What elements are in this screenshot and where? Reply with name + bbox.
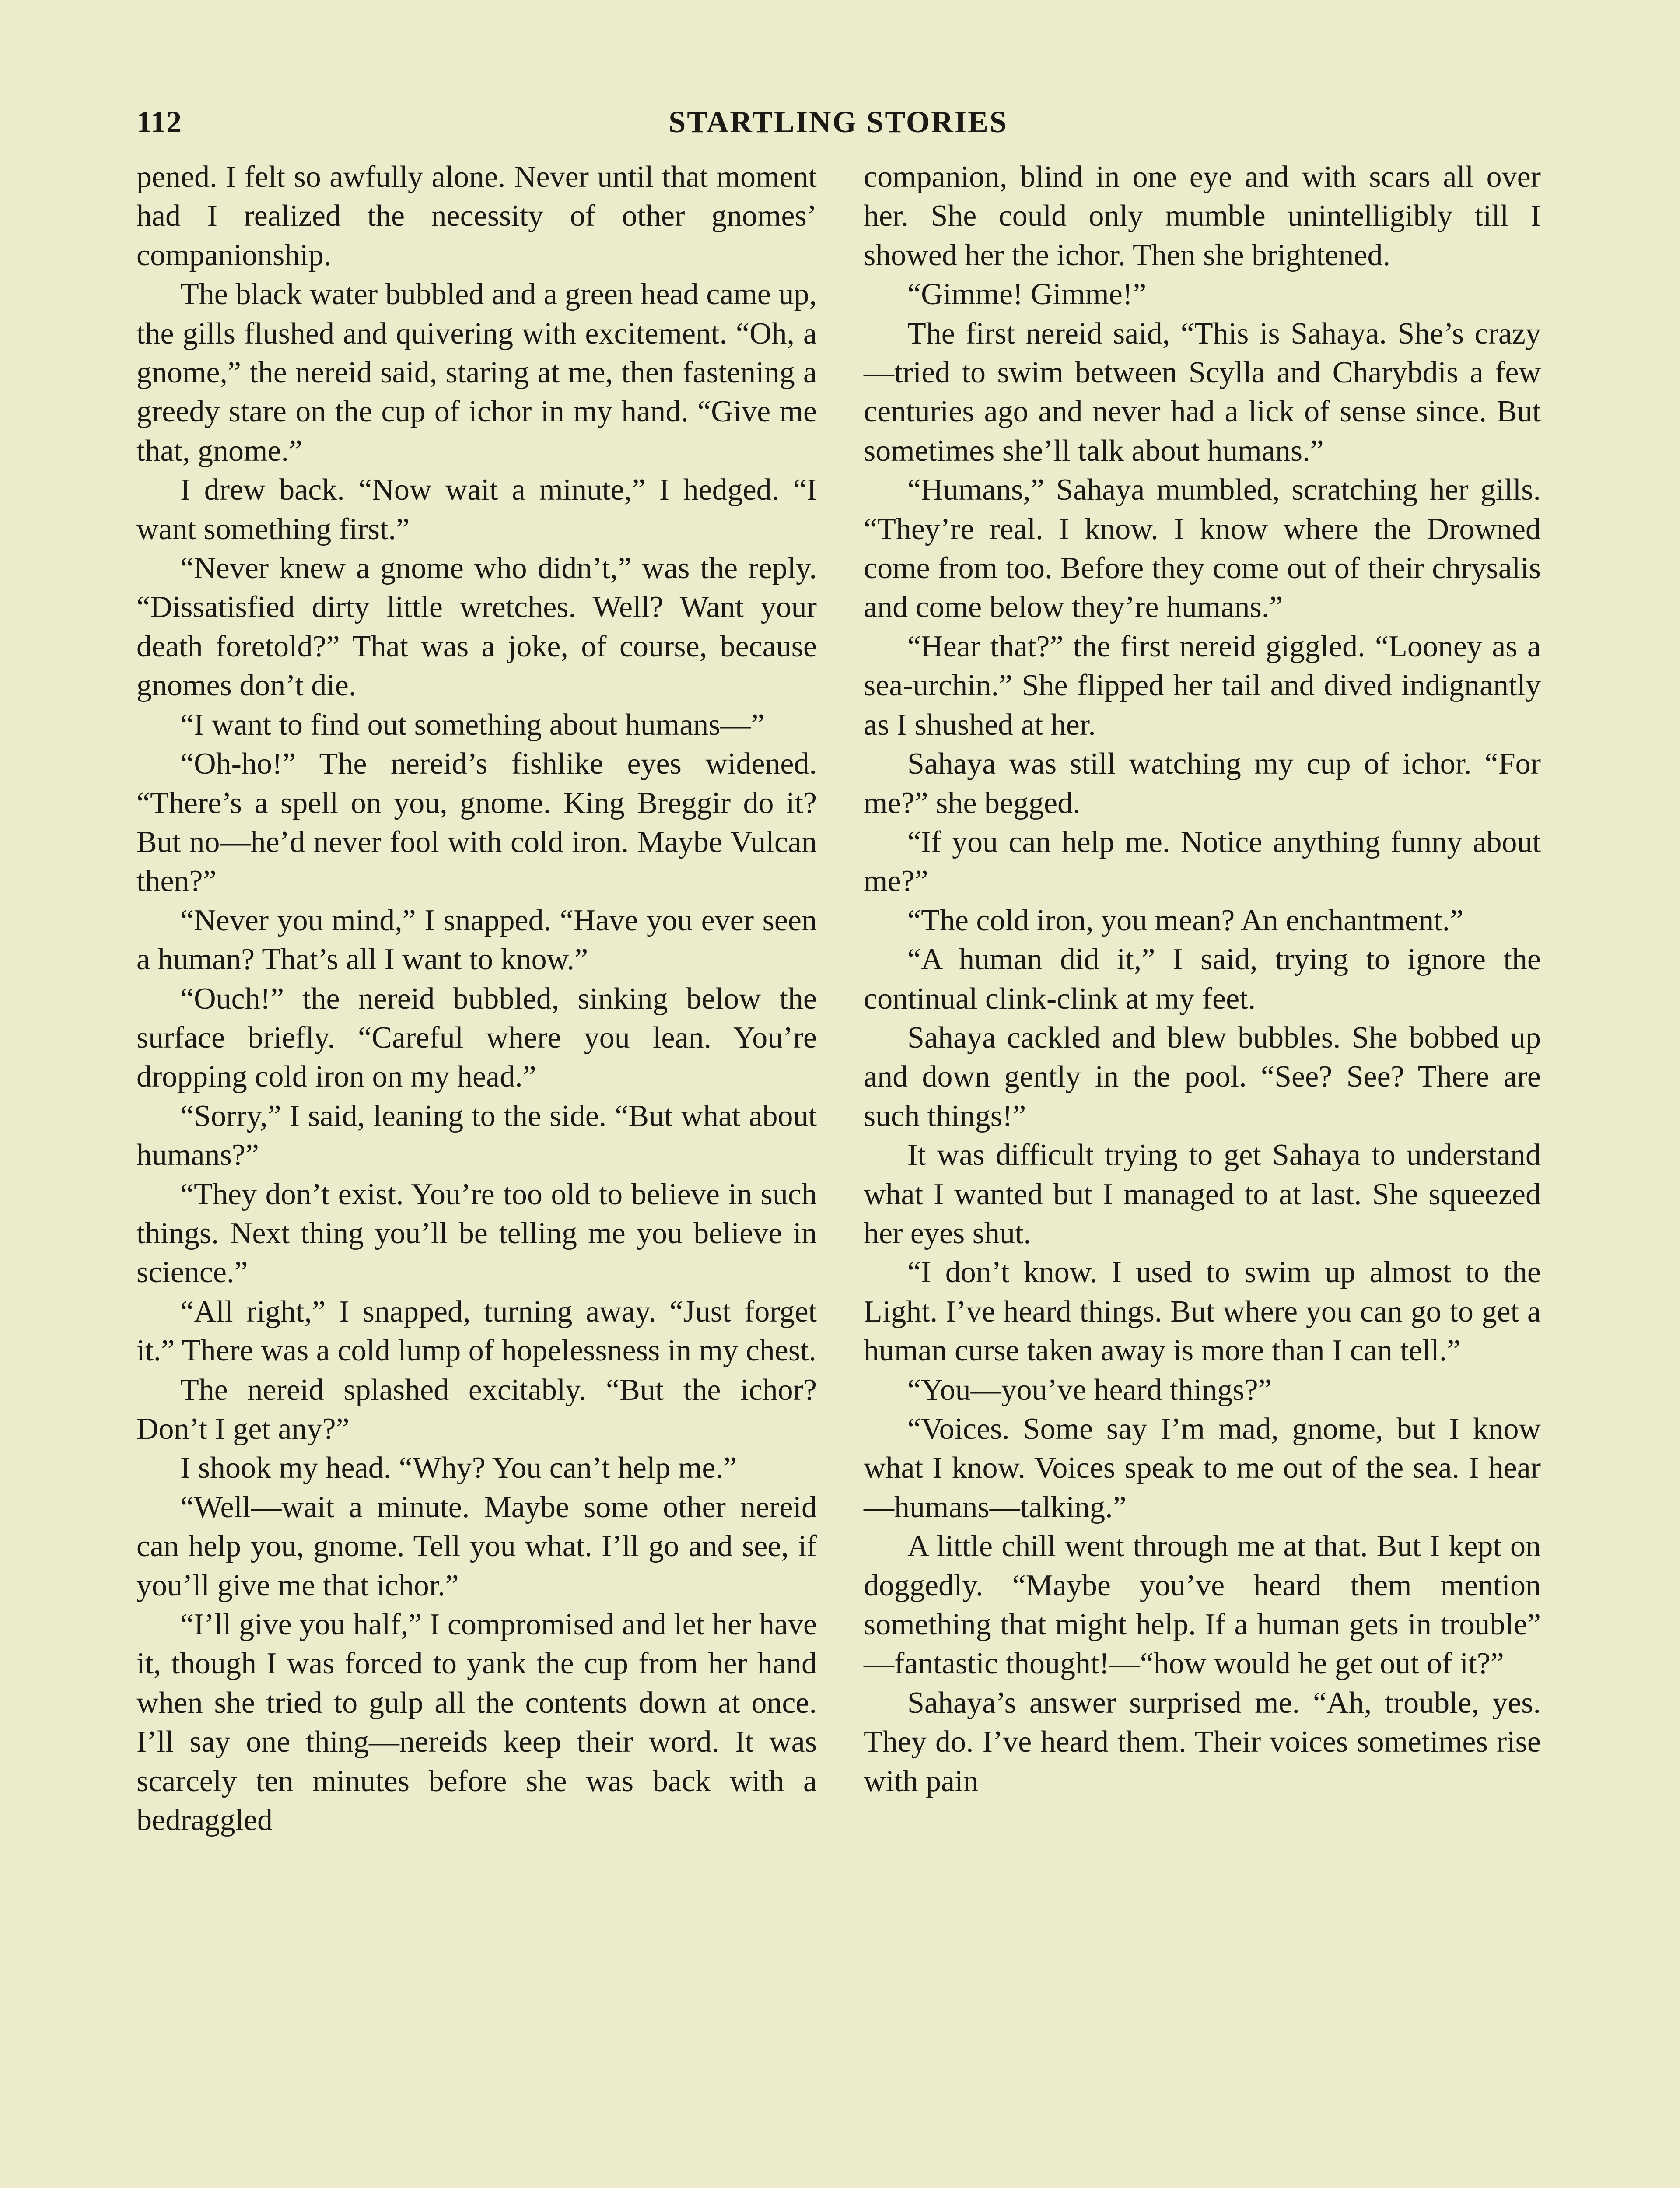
paragraph: I drew back. “Now wait a minute,” I hedged. “I want something first.” — [136, 473, 817, 546]
paragraph: I shook my head. “Why? You can’t help me.” — [180, 1451, 737, 1485]
paragraph: The first nereid said, “This is Sahaya. She’s crazy—tried to swim between Scylla and Charybdis a few centuries ago and never had a lick of sense since. But sometimes she’ll talk about humans.” — [864, 316, 1541, 468]
paragraph: “Never knew a gnome who didn’t,” was the reply. “Dissatisfied dirty little wretches. Well? Want your death foretold?” That was a joke, of course, because gnomes don’t die. — [136, 551, 817, 703]
paragraph: “A human did it,” I said, trying to ignore the continual clink-clink at my feet. — [864, 943, 1541, 1016]
paragraph: “Gimme! Gimme!” — [907, 277, 1147, 312]
paragraph: The nereid splashed excitably. “But the ichor? Don’t I get any?” — [136, 1373, 817, 1446]
paragraph: pened. I felt so awfully alone. Never until that moment had I realized the necessity of other gnomes’ companionship. — [136, 160, 817, 272]
paragraph: Sahaya was still watching my cup of ichor. “For me?” she begged. — [864, 747, 1541, 820]
right-column — [864, 158, 1541, 1801]
paragraph: The black water bubbled and a green head came up, the gills flushed and quivering with excitement. “Oh, a gnome,” the nereid said, staring at me, then fastening a greedy stare on the cup of ichor in my hand. “Give me that, gnome.” — [136, 277, 817, 468]
paragraph: “Voices. Some say I’m mad, gnome, but I know what I know. Voices speak to me out of the sea. I hear—humans—talking.” — [864, 1412, 1541, 1524]
paragraph: A little chill went through me at that. But I kept on doggedly. “Maybe you’ve heard them mention something that might help. If a human gets in trouble” —fantastic thought!—“how would he get out of it?” — [864, 1529, 1541, 1681]
paragraph: “Oh-ho!” The nereid’s fishlike eyes widened. “There’s a spell on you, gnome. King Breggir do it? But no—he’d never fool with cold iron. Maybe Vulcan then?” — [136, 747, 817, 898]
running-title: STARTLING STORIES — [668, 105, 1008, 139]
paragraph: “If you can help me. Notice anything funny about me?” — [864, 825, 1541, 898]
paragraph: “Sorry,” I said, leaning to the side. “But what about humans?” — [136, 1099, 817, 1172]
paragraph: “They don’t exist. You’re too old to believe in such things. Next thing you’ll be telling me you believe in science.” — [136, 1177, 817, 1290]
paragraph: It was difficult trying to get Sahaya to understand what I wanted but I managed to at last. She squeezed her eyes shut. — [864, 1138, 1541, 1250]
page-header — [136, 103, 1540, 142]
left-column — [136, 158, 817, 1840]
page-number: 112 — [136, 105, 182, 139]
paragraph: “I don’t know. I used to swim up almost to the Light. I’ve heard things. But where you can go to get a human curse taken away is more than I can tell.” — [864, 1255, 1541, 1368]
paragraph: “Ouch!” the nereid bubbled, sinking below the surface briefly. “Careful where you lean. You’re dropping cold iron on my head.” — [136, 982, 817, 1094]
paragraph: “Well—wait a minute. Maybe some other nereid can help you, gnome. Tell you what. I’ll go and see, if you’ll give me that ichor.” — [136, 1490, 817, 1602]
paragraph: “The cold iron, you mean? An enchantment.” — [907, 903, 1464, 937]
paragraph: Sahaya cackled and blew bubbles. She bobbed up and down gently in the pool. “See? See? There are such things!” — [864, 1020, 1541, 1133]
paragraph: “I’ll give you half,” I compromised and let her have it, though I was forced to yank the cup from her hand when she tried to gulp all the contents down at once. I’ll say one thing—nereids keep their word. It was scarcely ten minutes before she was back with a bedraggled — [136, 1608, 817, 1837]
paragraph: companion, blind in one eye and with scars all over her. She could only mumble unintelligibly till I showed her the ichor. Then she brightened. — [864, 160, 1541, 272]
paragraph: “All right,” I snapped, turning away. “Just forget it.” There was a cold lump of hopelessness in my chest. — [136, 1294, 817, 1368]
paragraph: “Hear that?” the first nereid giggled. “Looney as a sea-urchin.” She flipped her tail and dived indignantly as I shushed at her. — [864, 629, 1541, 742]
paragraph: “Humans,” Sahaya mumbled, scratching her gills. “They’re real. I know. I know where the Drowned come from too. Before they come out of their chrysalis and come below they’re humans.” — [864, 473, 1541, 624]
paragraph: “Never you mind,” I snapped. “Have you ever seen a human? That’s all I want to know.” — [136, 903, 817, 977]
paragraph: Sahaya’s answer surprised me. “Ah, trouble, yes. They do. I’ve heard them. Their voices sometimes rise with pain — [864, 1686, 1541, 1798]
paragraph: “You—you’ve heard things?” — [907, 1373, 1272, 1407]
paragraph: “I want to find out something about humans—” — [180, 708, 765, 742]
